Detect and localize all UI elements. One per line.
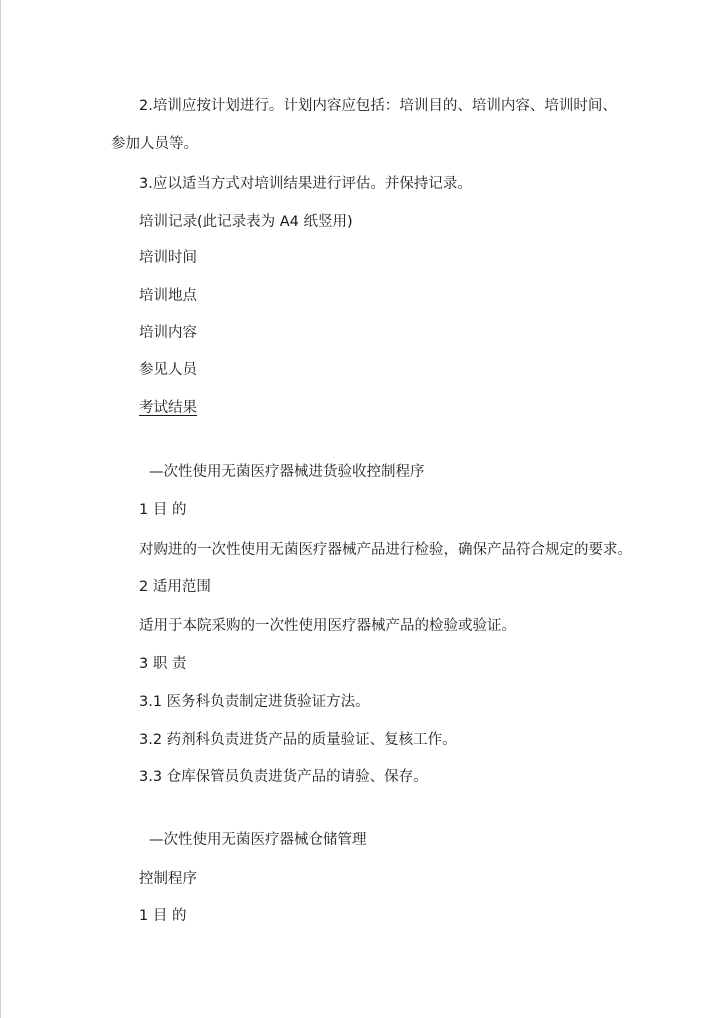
field-training-content: 培训内容	[139, 325, 197, 341]
paragraph-training-plan: 2.培训应按计划进行。计划内容应包括：培训目的、培训内容、培训时间、	[139, 98, 617, 114]
responsibility-3-1: 3.1 医务科负责制定进货验证方法。	[139, 694, 370, 710]
field-training-time: 培训时间	[139, 250, 197, 266]
training-record-heading: 培训记录(此记录表为 A4 纸竖用)	[139, 214, 353, 230]
field-training-location: 培训地点	[139, 288, 197, 304]
heading-responsibilities: 3 职 责	[139, 656, 187, 672]
field-participants: 参见人员	[139, 362, 197, 378]
section-title-storage-control: 控制程序	[139, 871, 197, 887]
responsibility-3-3: 3.3 仓库保管员负责进货产品的请验、保存。	[139, 769, 428, 785]
paragraph-scope: 适用于本院采购的一次性使用医疗器械产品的检验或验证。	[139, 618, 516, 634]
heading-scope: 2 适用范围	[139, 579, 211, 595]
paragraph-purpose: 对购进的一次性使用无菌医疗器械产品进行检验，确保产品符合规定的要求。	[139, 542, 632, 558]
paragraph-training-evaluation: 3.应以适当方式对培训结果进行评估。并保持记录。	[139, 176, 472, 192]
paragraph-training-plan-continued: 参加人员等。	[111, 136, 198, 152]
responsibility-3-2: 3.2 药剂科负责进货产品的质量验证、复核工作。	[139, 732, 457, 748]
section-title-storage-management: —次性使用无菌医疗器械仓储管理	[149, 832, 367, 848]
heading-purpose-2: 1 目 的	[139, 908, 187, 924]
section-title-inspection-procedure: —次性使用无菌医疗器械进货验收控制程序	[149, 464, 425, 480]
heading-purpose: 1 目 的	[139, 502, 187, 518]
field-exam-result: 考试结果	[139, 400, 197, 416]
